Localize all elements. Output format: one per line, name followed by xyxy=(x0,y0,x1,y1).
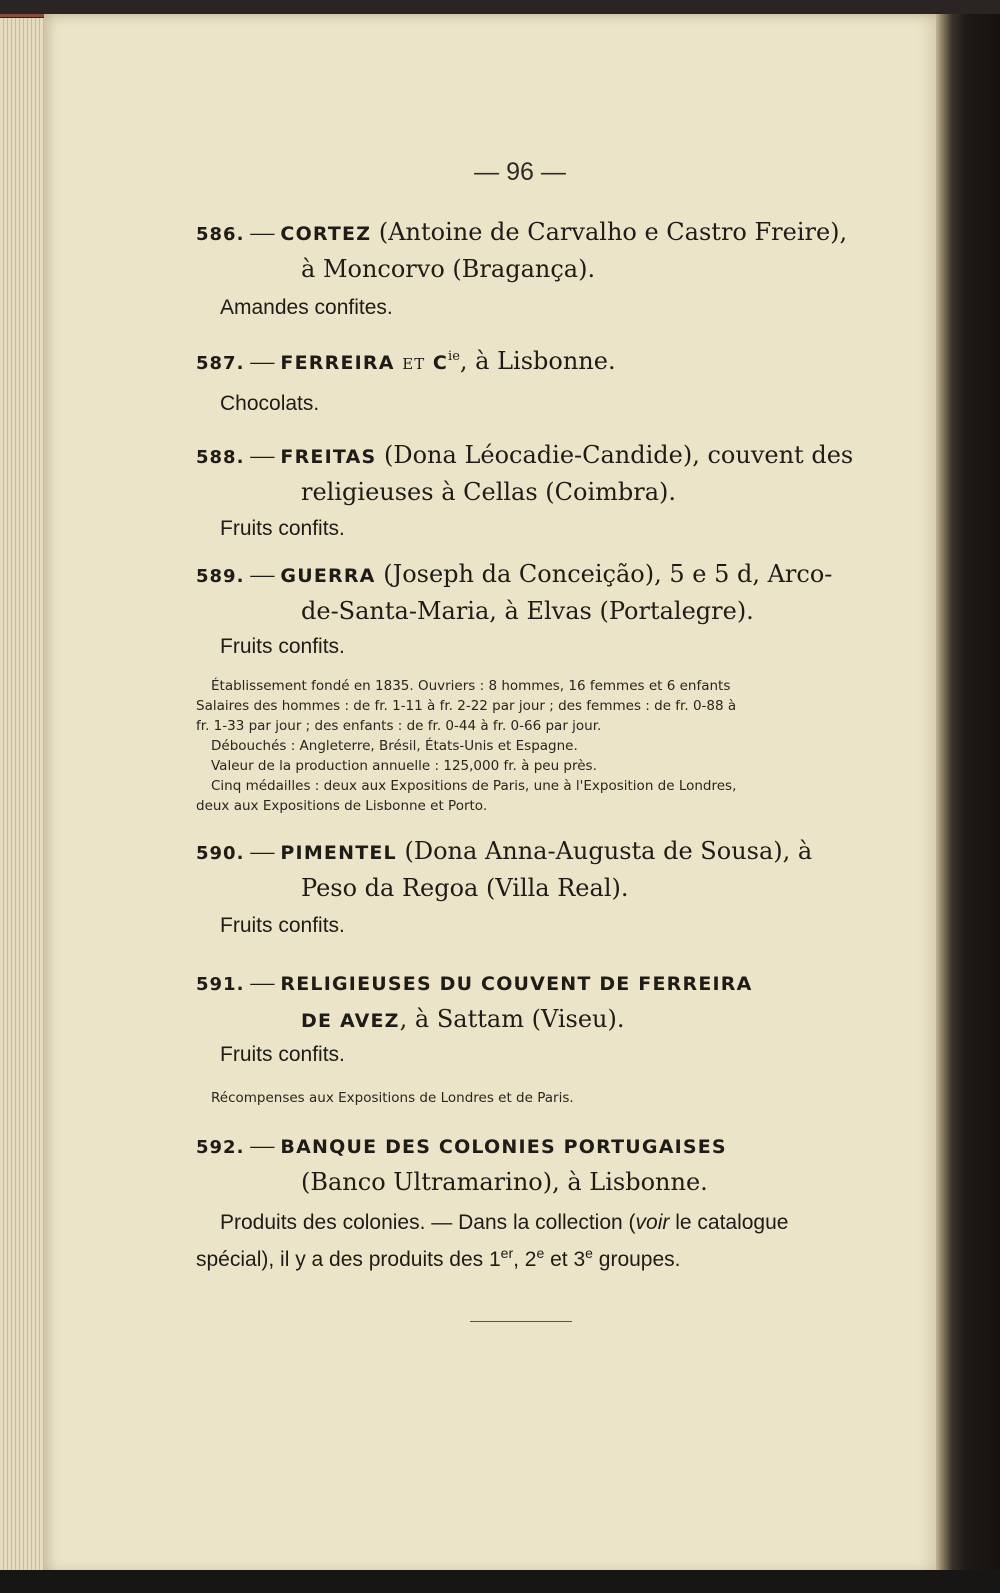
entry-name: PIMENTEL xyxy=(280,842,397,864)
product-588: Fruits confits. xyxy=(220,517,345,540)
entry-587: 587. — FERREIRA ET $C^{ie}$, à Lisbonne. xyxy=(196,347,616,375)
note-line: Cinq médailles : deux aux Expositions de Paris, une à l'Exposition de Londres, xyxy=(211,778,737,794)
entry-location: religieuses à Cellas (Coimbra). xyxy=(301,478,677,506)
entry-location: Peso da Regoa (Villa Real). xyxy=(301,874,629,902)
produits-text: spécial), il y a des produits des 1 xyxy=(196,1248,501,1271)
produits-592 xyxy=(196,1208,846,1275)
note-line: Valeur de la production annuelle : 125,000 fr. à peu près. xyxy=(211,758,597,774)
entry-number: 587. xyxy=(196,353,245,374)
produits-text: et 3 xyxy=(544,1248,586,1271)
produits-sup: e xyxy=(536,1245,545,1261)
produits-text: , 2 xyxy=(513,1248,537,1271)
note-line: Établissement fondé en 1835. Ouvriers : 8 hommes, 16 femmes et 6 enfants xyxy=(211,678,731,694)
book-binding xyxy=(936,14,1000,1593)
entry-text: (Dona Anna-Augusta de Sousa), à xyxy=(396,837,813,865)
entry-location: (Banco Ultramarino), à Lisbonne. xyxy=(301,1168,708,1196)
note-line: Salaires des hommes : de fr. 1-11 à fr. 2-22 par jour ; des femmes : de fr. 0-88 à xyxy=(196,698,737,714)
product-587: Chocolats. xyxy=(220,392,320,415)
entry-number: 588. xyxy=(196,447,245,468)
entry-cie: C xyxy=(432,352,449,374)
note-line: deux aux Expositions de Lisbonne et Porto. xyxy=(196,798,488,814)
product-589: Fruits confits. xyxy=(220,635,345,658)
entry-name: FREITAS xyxy=(280,446,377,468)
end-rule xyxy=(470,1321,572,1322)
entry-text: (Joseph da Conceição), 5 e 5 d, Arco- xyxy=(375,560,833,588)
produits-sup: e xyxy=(585,1245,593,1261)
entry-location: à Moncorvo (Bragança). xyxy=(301,255,596,283)
entry-number: 586. xyxy=(196,224,245,245)
entry-name: GUERRA xyxy=(280,565,376,587)
bottom-edge xyxy=(0,1570,1000,1593)
product-586: Amandes confites. xyxy=(220,296,393,319)
entry-586: 586. — CORTEZ (Antoine de Carvalho e Castro Freire), à Moncorvo (Bragança). xyxy=(196,215,856,286)
entry-592: 592. — BANQUE DES COLONIES PORTUGAISES (Banco Ultramarino), à Lisbonne. xyxy=(196,1128,856,1199)
entry-589: 589. — GUERRA (Joseph da Conceição), 5 e 5 d, Arco- de-Santa-Maria, à Elvas (Portalegre). xyxy=(196,557,856,628)
produits-text: Produits des colonies. — Dans la collection ( xyxy=(220,1211,636,1234)
entry-text: , à Lisbonne. xyxy=(459,347,616,375)
note-589 xyxy=(196,676,846,816)
entry-590: 590. — PIMENTEL (Dona Anna-Augusta de Sousa), à Peso da Regoa (Villa Real). xyxy=(196,834,856,905)
entry-number: 589. xyxy=(196,566,245,587)
entry-number: 590. xyxy=(196,843,245,864)
entry-name: FERREIRA xyxy=(280,352,395,374)
produits-sup: er xyxy=(500,1245,514,1261)
note-line: Débouchés : Angleterre, Brésil, États-Unis et Espagne. xyxy=(211,738,578,754)
entry-number: 592. xyxy=(196,1137,245,1158)
note-line: fr. 1-33 par jour ; des enfants : de fr. 0-44 à fr. 0-66 par jour. xyxy=(196,718,602,734)
entry-cie-sup: ie xyxy=(448,349,460,364)
produits-voir: voir xyxy=(635,1211,670,1234)
entry-location: , à Sattam (Viseu). xyxy=(399,1005,625,1033)
note-591 xyxy=(196,1088,846,1108)
entry-588: 588. — FREITAS (Dona Léocadie-Candide), couvent des religieuses à Cellas (Coimbra). xyxy=(196,438,856,509)
product-590: Fruits confits. xyxy=(220,914,345,937)
entry-location: de-Santa-Maria, à Elvas (Portalegre). xyxy=(301,597,754,625)
entry-name: RELIGIEUSES DU COUVENT DE FERREIRA xyxy=(280,973,753,995)
entry-name: BANQUE DES COLONIES PORTUGAISES xyxy=(280,1136,727,1158)
entry-et: ET xyxy=(402,355,426,373)
note-line: Récompenses aux Expositions de Londres et de Paris. xyxy=(211,1090,574,1106)
entry-text: (Antoine de Carvalho e Castro Freire), xyxy=(371,218,848,246)
page-number: — 96 — xyxy=(474,158,566,186)
entry-number: 591. xyxy=(196,974,245,995)
entry-text: (Dona Léocadie-Candide), couvent des xyxy=(376,441,854,469)
entry-name-cont: DE AVEZ xyxy=(301,1010,400,1032)
entry-591: 591. — RELIGIEUSES DU COUVENT DE FERREIRA DE AVEZ, à Sattam (Viseu). xyxy=(196,970,753,1033)
produits-text: le catalogue xyxy=(669,1211,789,1234)
produits-text: groupes. xyxy=(592,1248,681,1271)
product-591: Fruits confits. xyxy=(220,1043,345,1066)
entry-name: CORTEZ xyxy=(280,223,372,245)
